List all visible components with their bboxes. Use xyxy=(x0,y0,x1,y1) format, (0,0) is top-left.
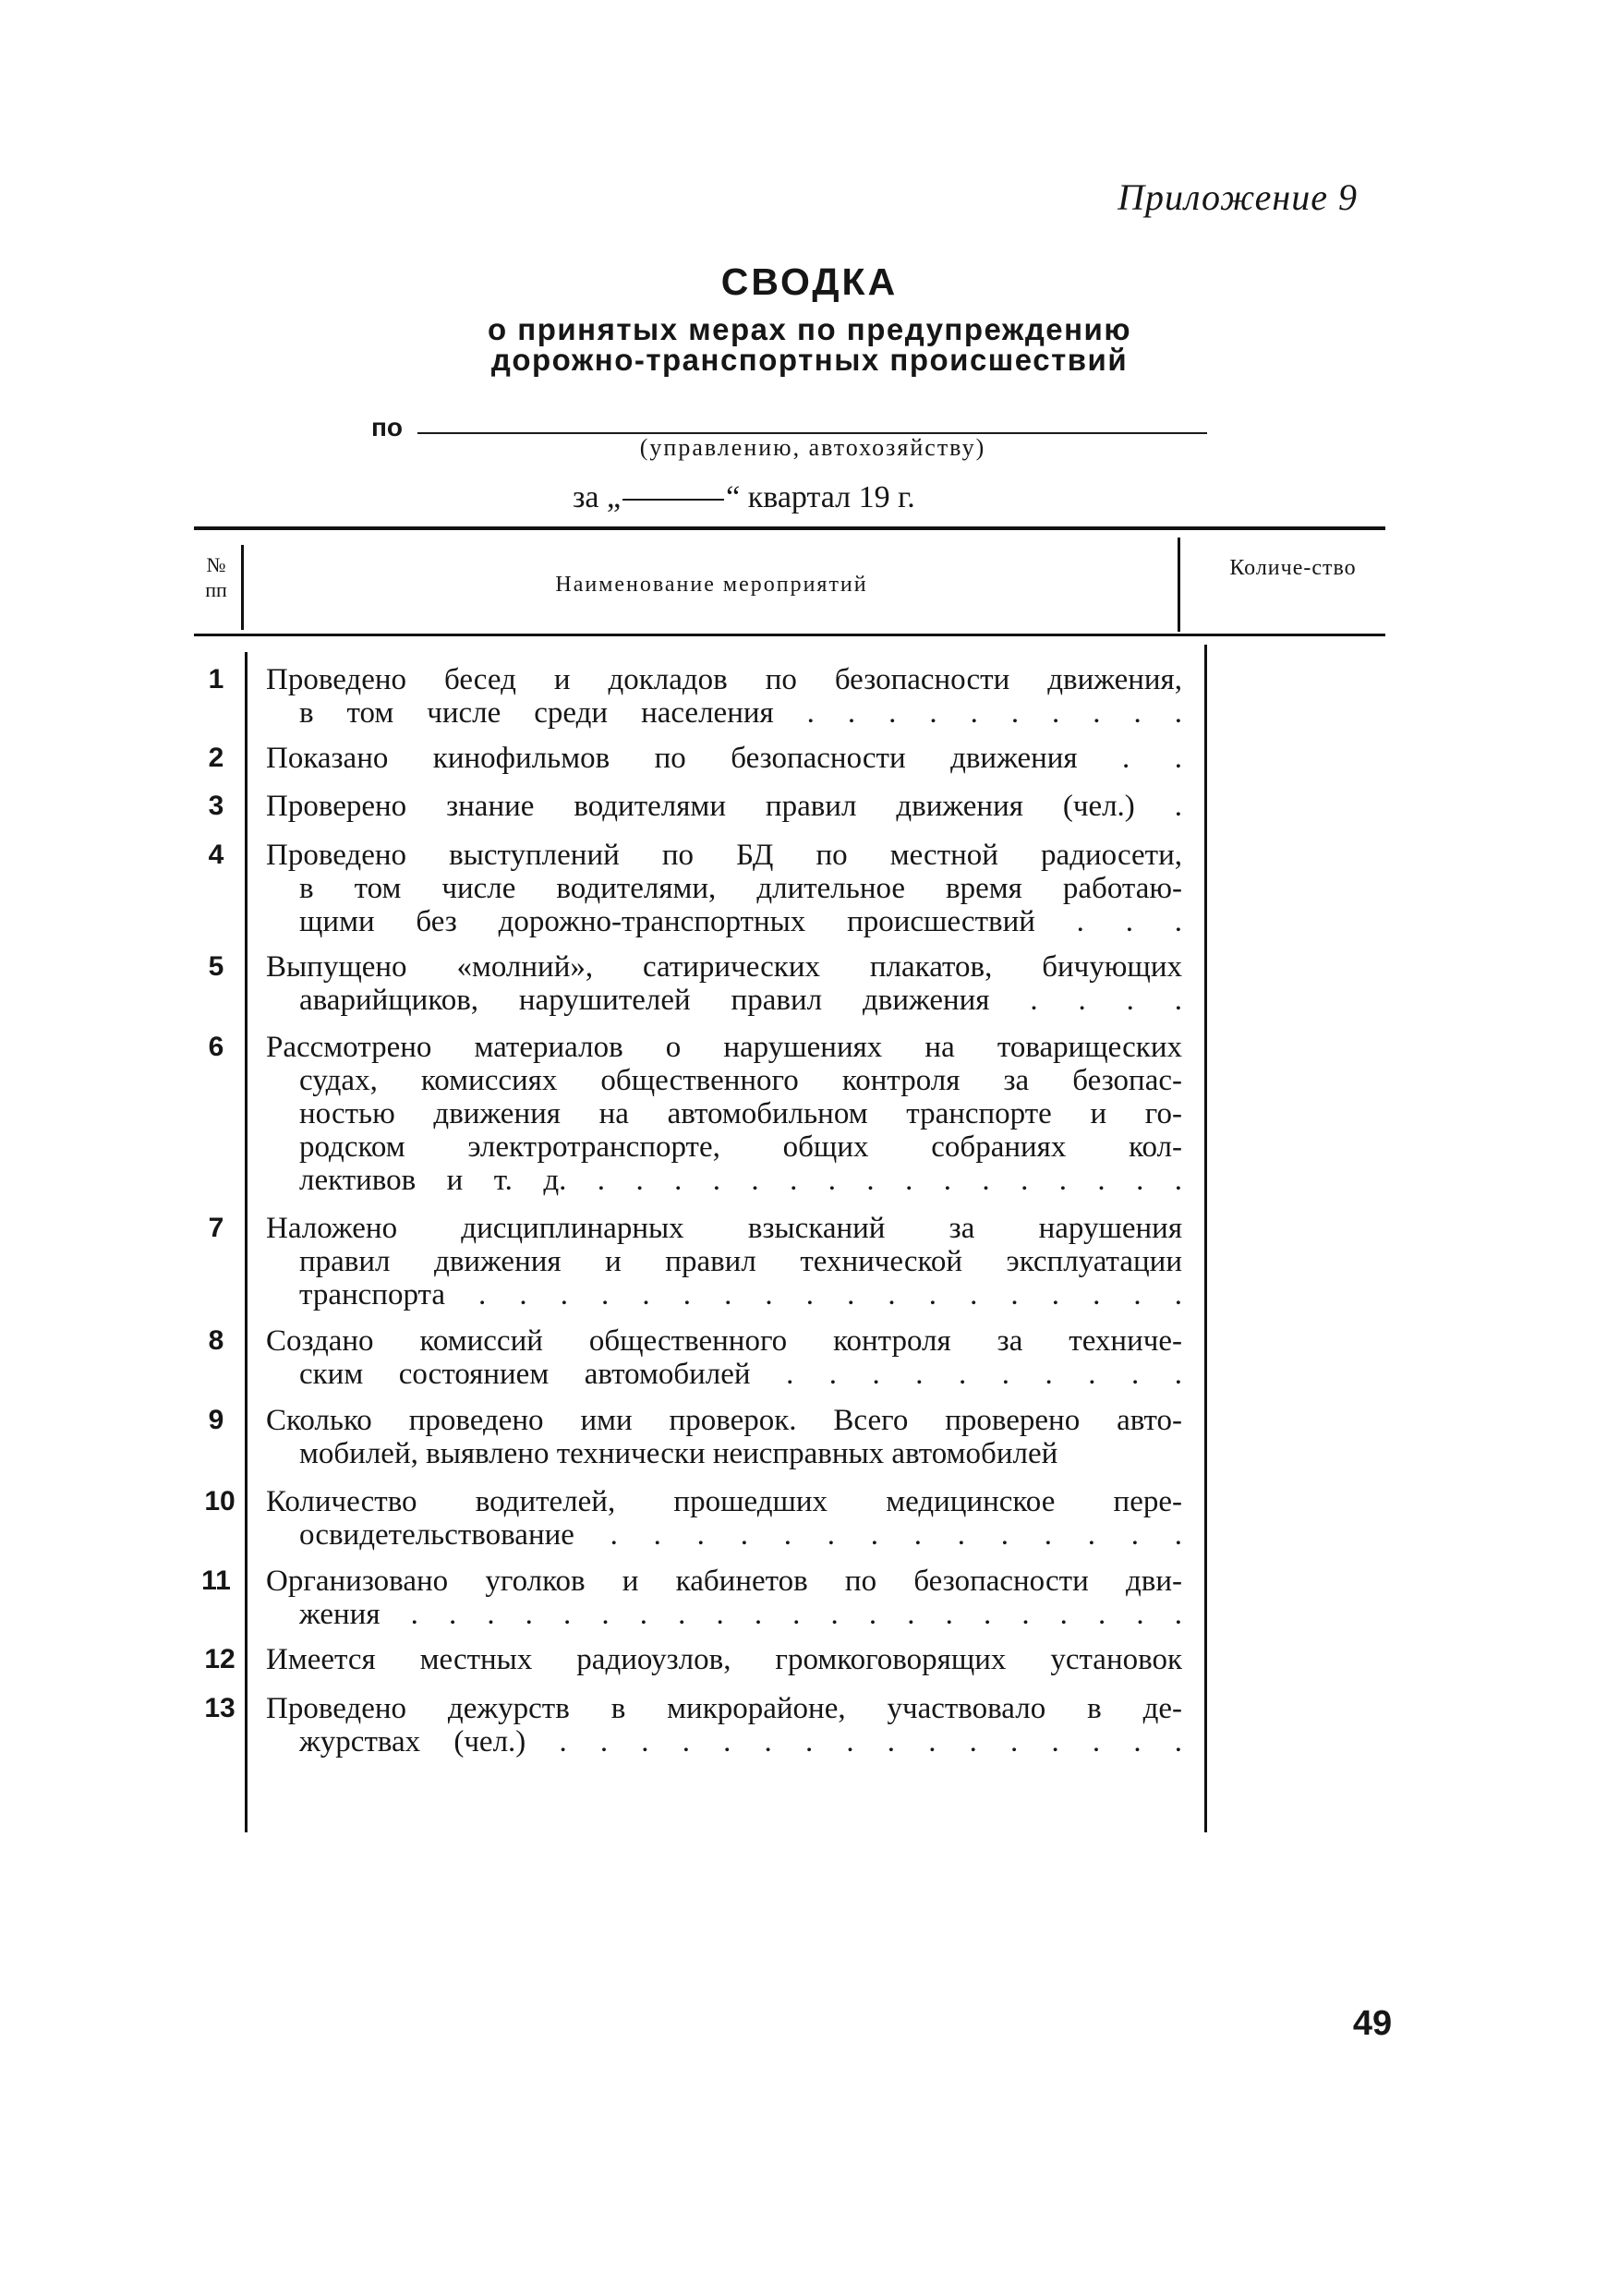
quantity-cell[interactable] xyxy=(1210,1404,1385,1437)
quantity-cell[interactable] xyxy=(1210,1692,1385,1725)
row-number: 5 xyxy=(208,951,224,982)
table-header-rule xyxy=(194,634,1385,636)
row-text-line: ностью движения на автомобильном транспорте и го- xyxy=(299,1097,1182,1130)
row-text-line: Создано комиссий общественного контроля за техниче- xyxy=(266,1324,1182,1358)
header-divider-right xyxy=(1178,538,1180,632)
row-text-line: Имеется местных радиоузлов, громкоговорящих установок xyxy=(266,1643,1182,1676)
row-text-line: журствах (чел.) . . . . . . . . . . . . . . . . xyxy=(299,1725,1182,1758)
row-text xyxy=(266,663,1182,730)
quantity-cell[interactable] xyxy=(1210,790,1385,823)
row-text xyxy=(266,1565,1182,1631)
document-title: СВОДКА xyxy=(720,260,899,303)
header-divider-left xyxy=(241,545,244,630)
row-number: 10 xyxy=(204,1486,236,1517)
row-text-line: Наложено дисциплинарных взысканий за нарушения xyxy=(266,1212,1182,1245)
row-text-line: судах, комиссиях общественного контроля за безопас- xyxy=(299,1064,1182,1097)
row-number: 12 xyxy=(204,1644,236,1674)
row-number: 7 xyxy=(208,1213,224,1243)
table-top-rule xyxy=(194,526,1385,530)
row-text-line: в том числе среди населения . . . . . . . . . . xyxy=(299,696,1182,730)
quarter-suffix: “ квартал 19 г. xyxy=(726,480,915,514)
column-header-name: Наименование мероприятий xyxy=(555,573,868,597)
row-text xyxy=(266,1212,1182,1311)
row-text-line: Количество водителей, прошедших медицинское пере- xyxy=(266,1485,1182,1518)
row-text-line: Выпущено «молний», сатирических плакатов, бичующих xyxy=(266,950,1182,984)
row-text-line: Проведено выступлений по БД по местной радиосети, xyxy=(266,839,1182,872)
body-divider-left xyxy=(245,652,248,1832)
row-text-line: Сколько проведено ими проверок. Всего проверено авто- xyxy=(266,1404,1182,1437)
row-number: 6 xyxy=(208,1032,224,1062)
row-text-line: ским состоянием автомобилей . . . . . . . . . . xyxy=(299,1358,1182,1391)
quantity-cell[interactable] xyxy=(1210,839,1385,872)
row-text xyxy=(266,950,1182,1017)
column-header-quantity: Количе-ство xyxy=(1229,556,1357,580)
quarter-line xyxy=(573,480,915,515)
row-text-line: правил движения и правил технической эксплуатации xyxy=(299,1245,1182,1278)
organization-label: по xyxy=(371,413,404,441)
quantity-cell[interactable] xyxy=(1210,1212,1385,1245)
row-number: 4 xyxy=(208,840,224,870)
row-text-line: Проведено дежурств в микрорайоне, участвовало в де- xyxy=(266,1692,1182,1725)
subtitle-line-2: дорожно-транспортных происшествий xyxy=(490,343,1129,377)
row-text xyxy=(266,1031,1182,1197)
row-text-line: щими без дорожно-транспортных происшествий . . . xyxy=(299,905,1182,938)
row-text-line: лективов и т. д. . . . . . . . . . . . . . . . . xyxy=(299,1164,1182,1197)
row-text-line: освидетельствование . . . . . . . . . . . . . . xyxy=(299,1518,1182,1552)
row-text-line: Организовано уголков и кабинетов по безопасности дви- xyxy=(266,1565,1182,1598)
quantity-cell[interactable] xyxy=(1210,663,1385,696)
quarter-blank[interactable] xyxy=(622,499,724,501)
row-text-line: Рассмотрено материалов о нарушениях на товарищеских xyxy=(266,1031,1182,1064)
row-number: 8 xyxy=(208,1325,224,1356)
row-text xyxy=(266,742,1182,775)
row-text-line: Показано кинофильмов по безопасности движения . . xyxy=(266,742,1182,775)
page-number: 49 xyxy=(1352,2004,1393,2043)
row-text xyxy=(266,1404,1182,1470)
row-text-line: жения . . . . . . . . . . . . . . . . . . . . . xyxy=(299,1598,1182,1631)
column-header-number: № пп xyxy=(205,553,227,601)
row-text-line: мобилей, выявлено технически неисправных автомобилей xyxy=(299,1437,1058,1470)
row-number: 1 xyxy=(208,664,224,695)
quantity-cell[interactable] xyxy=(1210,1324,1385,1358)
row-text xyxy=(266,790,1182,823)
row-text xyxy=(266,1324,1182,1391)
quantity-cell[interactable] xyxy=(1210,1031,1385,1064)
row-number: 11 xyxy=(201,1565,231,1596)
row-text xyxy=(266,839,1182,938)
quantity-cell[interactable] xyxy=(1210,1485,1385,1518)
row-text-line: родском электротранспорте, общих собраниях кол- xyxy=(299,1130,1182,1164)
row-text-line: в том числе водителями, длительное время работаю- xyxy=(299,872,1182,905)
quantity-cell[interactable] xyxy=(1210,1643,1385,1676)
row-text-line: Проверено знание водителями правил движения (чел.) . xyxy=(266,790,1182,823)
appendix-label: Приложение 9 xyxy=(1118,176,1358,218)
row-text-line: аварийщиков, нарушителей правил движения . . . . xyxy=(299,984,1182,1017)
row-number: 13 xyxy=(204,1693,236,1723)
body-divider-right xyxy=(1204,645,1207,1832)
quantity-cell[interactable] xyxy=(1210,950,1385,984)
row-text xyxy=(266,1643,1182,1676)
organization-caption: (управлению, автохозяйству) xyxy=(639,434,986,461)
row-text xyxy=(266,1485,1182,1552)
row-number: 9 xyxy=(208,1405,224,1435)
quarter-prefix: за „ xyxy=(573,480,622,514)
row-number: 3 xyxy=(208,791,224,821)
quantity-cell[interactable] xyxy=(1210,742,1385,775)
row-number: 2 xyxy=(208,743,224,773)
row-text-line: транспорта . . . . . . . . . . . . . . . . . . xyxy=(299,1278,1182,1311)
subtitle-line-1: о принятых мерах по предупреждению xyxy=(487,312,1132,346)
row-text-line: Проведено бесед и докладов по безопасности движения, xyxy=(266,663,1182,696)
quantity-cell[interactable] xyxy=(1210,1565,1385,1598)
row-text xyxy=(266,1692,1182,1758)
